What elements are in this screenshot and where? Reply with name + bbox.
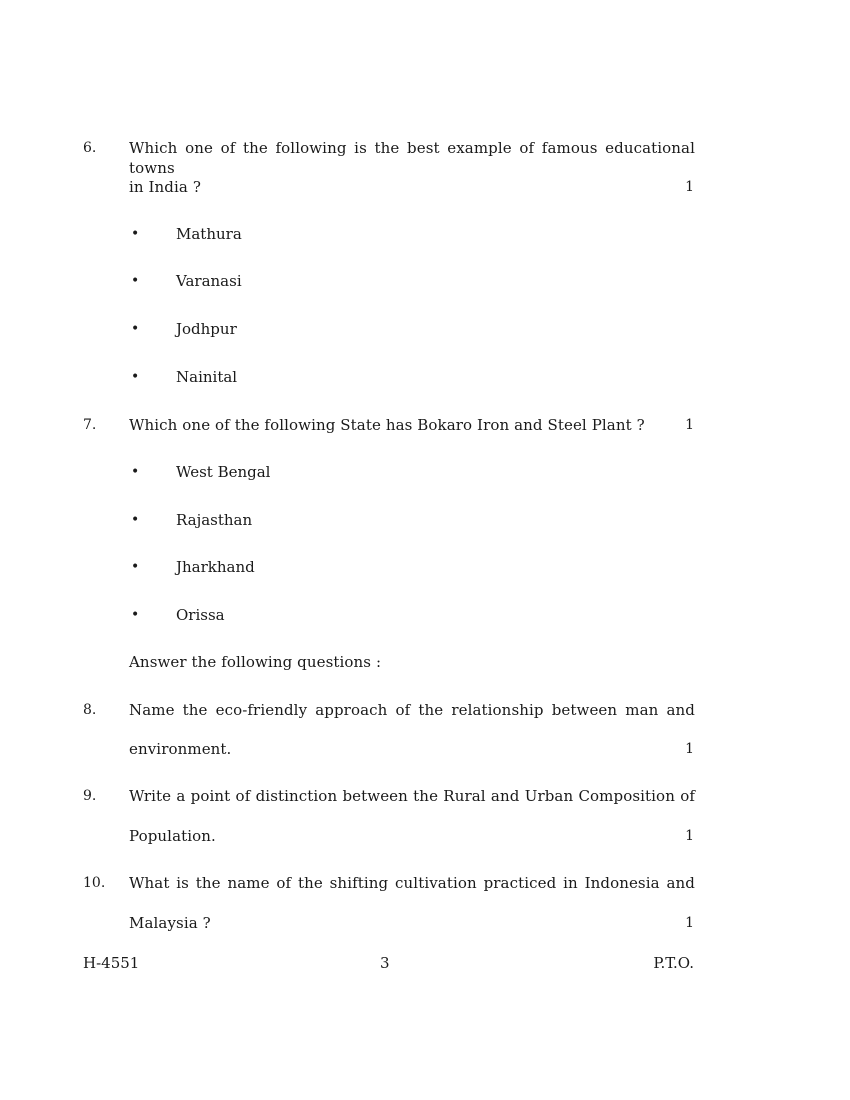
question-8-marks: 1: [685, 741, 694, 757]
question-9-text-line1: Write a point of distinction between the Rural and Urban Composition of: [129, 787, 695, 805]
question-6-number: 6.: [83, 140, 97, 156]
question-7-number: 7.: [83, 417, 97, 433]
question-7-option-4: Orissa: [176, 606, 225, 624]
bullet-icon: •: [131, 321, 140, 337]
footer-pto: P.T.O.: [653, 954, 694, 972]
question-7-marks: 1: [685, 417, 694, 433]
question-6-option-2: Varanasi: [176, 272, 242, 290]
question-7-option-2: Rajasthan: [176, 511, 253, 529]
question-6-option-3: Jodhpur: [176, 320, 237, 338]
footer-page-number: 3: [380, 954, 390, 972]
bullet-icon: •: [131, 369, 140, 385]
question-6-marks: 1: [685, 179, 694, 195]
question-6-option-1: Mathura: [176, 225, 242, 243]
bullet-icon: •: [131, 226, 140, 242]
bullet-icon: •: [131, 512, 140, 528]
question-10-number: 10.: [83, 875, 106, 891]
bullet-icon: •: [131, 464, 140, 480]
bullet-icon: •: [131, 559, 140, 575]
question-9-text-line2: Population.: [129, 827, 216, 845]
bullet-icon: •: [131, 607, 140, 623]
question-9-number: 9.: [83, 788, 97, 804]
footer-paper-code: H-4551: [83, 954, 140, 972]
question-6-option-4: Nainital: [176, 368, 238, 386]
question-6-text-line1: Which one of the following is the best example of famous educational towns: [129, 139, 695, 177]
question-8-text-line1: Name the eco-friendly approach of the relationship between man and: [129, 701, 695, 719]
question-7-option-1: West Bengal: [176, 463, 271, 481]
question-7-option-3: Jharkhand: [176, 558, 255, 576]
section-instruction: Answer the following questions :: [129, 653, 382, 671]
question-6-text-line2: in India ?: [129, 178, 201, 196]
question-8-text-line2: environment.: [129, 740, 232, 758]
question-7-text: Which one of the following State has Bokaro Iron and Steel Plant ?: [129, 416, 645, 434]
question-9-marks: 1: [685, 828, 694, 844]
question-10-text-line1: What is the name of the shifting cultivation practiced in Indonesia and: [129, 874, 695, 892]
question-10-text-line2: Malaysia ?: [129, 914, 211, 932]
question-10-marks: 1: [685, 915, 694, 931]
bullet-icon: •: [131, 273, 140, 289]
question-8-number: 8.: [83, 702, 97, 718]
